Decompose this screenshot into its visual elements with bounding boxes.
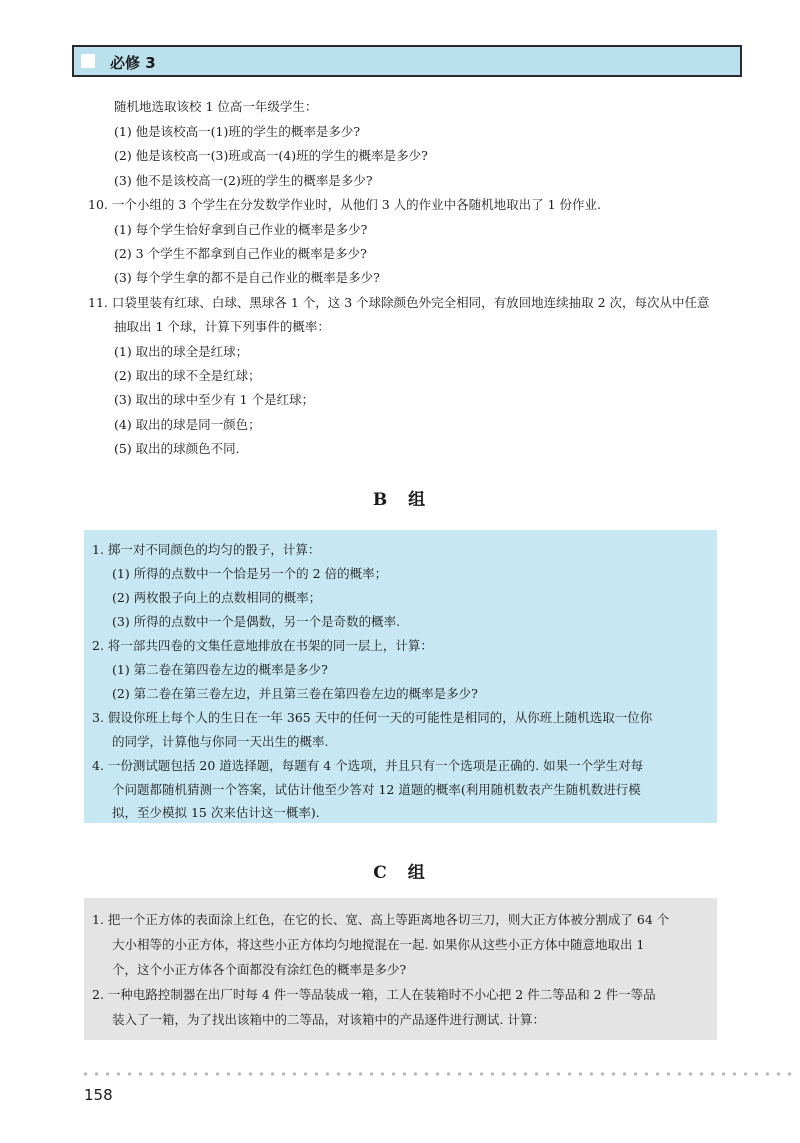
text-line: 3. 假设你班上每个人的生日在一年 365 天中的任何一天的可能性是相同的，从你班上随机选取一位你	[92, 710, 653, 725]
text-line: (1) 第二卷在第四卷左边的概率是多少?	[112, 662, 328, 677]
text-line: (2) 3 个学生不都拿到自己作业的概率是多少?	[114, 246, 367, 261]
text-line: 装入了一箱，为了找出该箱中的二等品，对该箱中的产品逐件进行测试. 计算：	[112, 1012, 545, 1027]
text-line: (3) 每个学生拿的都不是自己作业的概率是多少?	[114, 270, 380, 285]
text-line: 10. 一个小组的 3 个学生在分发数学作业时，从他们 3 人的作业中各随机地取出了 1 份作业.	[88, 197, 602, 212]
text-line: (5) 取出的球颜色不同.	[114, 441, 240, 456]
text-line: (3) 所得的点数中一个是偶数，另一个是奇数的概率.	[112, 614, 401, 629]
text-line: 2. 一种电路控制器在出厂时每 4 件一等品装成一箱，工人在装箱时不小心把 2 件二等品和 2 件一等品	[92, 987, 656, 1002]
footer-divider	[80, 1072, 795, 1076]
text-line: (2) 两枚骰子向上的点数相同的概率；	[112, 590, 322, 605]
text-line: 4. 一份测试题包括 20 道选择题，每题有 4 个选项，并且只有一个选项是正确的. 如果一个学生对每	[92, 758, 644, 773]
text-line: (3) 他不是该校高一(2)班的学生的概率是多少?	[114, 173, 373, 188]
text-line: 1. 掷一对不同颜色的均匀的骰子，计算：	[92, 542, 321, 557]
group-c-title: C 组	[373, 863, 427, 883]
page-number: 158	[84, 1086, 113, 1104]
text-line: 大小相等的小正方体，将这些小正方体均匀地搅混在一起. 如果你从这些小正方体中随意地取出 1	[112, 937, 645, 952]
text-line: 抽取出 1 个球，计算下列事件的概率：	[114, 319, 330, 334]
text-line: 11. 口袋里装有红球、白球、黑球各 1 个，这 3 个球除颜色外完全相同，有放回地连续抽取 2 次，每次从中任意	[88, 295, 710, 310]
header-title: 必修 3	[110, 54, 156, 72]
text-line: 的同学，计算他与你同一天出生的概率.	[112, 734, 329, 749]
text-line: 1. 把一个正方体的表面涂上红色，在它的长、宽、高上等距离地各切三刀，则大正方体被分割成了 64 个	[92, 912, 670, 927]
text-line: (2) 取出的球不全是红球；	[114, 368, 261, 383]
text-line: 拟，至少模拟 15 次来估计这一概率).	[112, 805, 320, 820]
text-line: (3) 取出的球中至少有 1 个是红球；	[114, 392, 315, 407]
text-line: 个问题都随机猜测一个答案，试估计他至少答对 12 道题的概率(利用随机数表产生随机数进行模	[112, 782, 641, 797]
group-b-title: B 组	[372, 490, 428, 510]
text-line: 2. 将一部共四卷的文集任意地排放在书架的同一层上，计算：	[92, 638, 433, 653]
text-line: (1) 取出的球全是红球；	[114, 344, 249, 359]
text-line: (1) 他是该校高一(1)班的学生的概率是多少?	[114, 124, 361, 139]
text-line: (4) 取出的球是同一颜色；	[114, 417, 261, 432]
text-line: (2) 他是该校高一(3)班或高一(4)班的学生的概率是多少?	[114, 148, 428, 163]
text-line: (2) 第二卷在第三卷左边，并且第三卷在第四卷左边的概率是多少?	[112, 686, 478, 701]
text-line: (1) 所得的点数中一个恰是另一个的 2 倍的概率；	[112, 566, 388, 581]
text-line: 个，这个小正方体各个面都没有涂红色的概率是多少?	[112, 962, 407, 977]
text-line: 随机地选取该校 1 位高一年级学生：	[114, 99, 318, 114]
text-line: (1) 每个学生恰好拿到自己作业的概率是多少?	[114, 222, 368, 237]
header-square-icon	[81, 54, 95, 68]
header-bar	[72, 45, 742, 77]
